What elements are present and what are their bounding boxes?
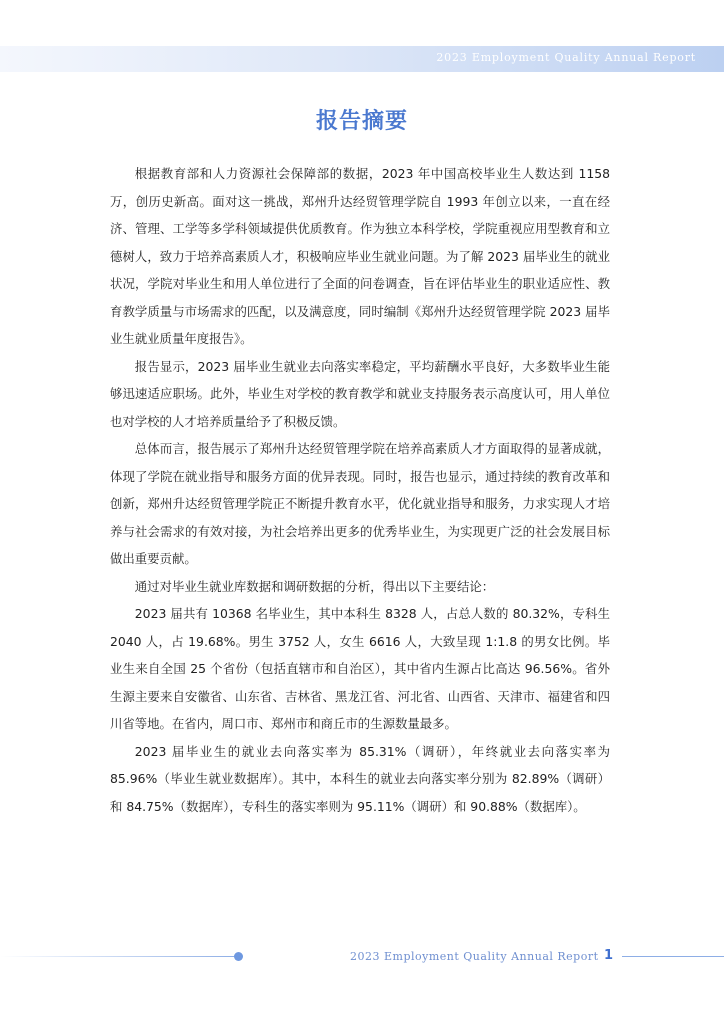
page-title: 报告摘要 (315, 109, 408, 134)
paragraph: 2023 届毕业生的就业去向落实率为 85.31%（调研），年终就业去向落实率为 85.96%（毕业生就业数据库）。其中，本科生的就业去向落实率分别为 82.89%（调研）和 84.75%（数据库），专科生的落实率则为 95.11%（调研）和 90.88%（数据库）。 (110, 743, 610, 814)
header-running-title: 2023 Employment Quality Annual Report (436, 51, 696, 64)
footer-divider-line (0, 956, 238, 957)
paragraph: 根据教育部和人力资源社会保障部的数据，2023 年中国高校毕业生人数达到 1158 万，创历史新高。面对这一挑战，郑州升达经贸管理学院自 1993 年创立以来，一直在经济、管理、工学等多学科领域提供优质教育。作为独立本科学校，学院重视应用型教育和立德树人，致力于培养高素质人才，积极响应毕业生就业问题。为了解 2023 届毕业生的就业状况，学院对毕业生和用人单位进行了全面的问卷调查，旨在评估毕业生的职业适应性、教育教学质量与市场需求的匹配，以及满意度，同时编制《郑州升达经贸管理学院 2023 届毕业生就业质量年度报告》。 (110, 166, 610, 346)
paragraph: 报告显示，2023 届毕业生就业去向落实率稳定，平均薪酬水平良好，大多数毕业生能够迅速适应职场。此外，毕业生对学校的教育教学和就业支持服务表示高度认可，用人单位也对学校的人才培养质量给予了积极反馈。 (110, 358, 610, 429)
paragraph: 通过对毕业生就业库数据和调研数据的分析，得出以下主要结论： (134, 578, 495, 594)
footer-dot-ornament (234, 952, 243, 961)
page-number: 1 (604, 948, 614, 963)
header-bar (0, 46, 724, 72)
paragraph: 总体而言，报告展示了郑州升达经贸管理学院在培养高素质人才方面取得的显著成就，体现了学院在就业指导和服务方面的优异表现。同时，报告也显示，通过持续的教育改革和创新，郑州升达经贸管理学院正不断提升教育水平，优化就业指导和服务，力求实现人才培养与社会需求的有效对接，为社会培养出更多的优秀毕业生，为实现更广泛的社会发展目标做出重要贡献。 (110, 441, 610, 566)
report-body (110, 160, 610, 820)
footer-right-line (622, 956, 724, 957)
footer-running-title: 2023 Employment Quality Annual Report (350, 950, 599, 963)
paragraph: 2023 届共有 10368 名毕业生，其中本科生 8328 人，占总人数的 80.32%，专科生 2040 人，占 19.68%。男生 3752 人，女生 6616 人，大致呈现 1:1.8 的男女比例。毕业生来自全国 25 个省份（包括直辖市和自治区），其中省内生源占比高达 96.56%。省外生源主要来自安徽省、山东省、吉林省、黑龙江省、河北省、山西省、天津市、福建省和四川省等地。在省内，周口市、郑州市和商丘市的生源数量最多。 (110, 606, 610, 731)
